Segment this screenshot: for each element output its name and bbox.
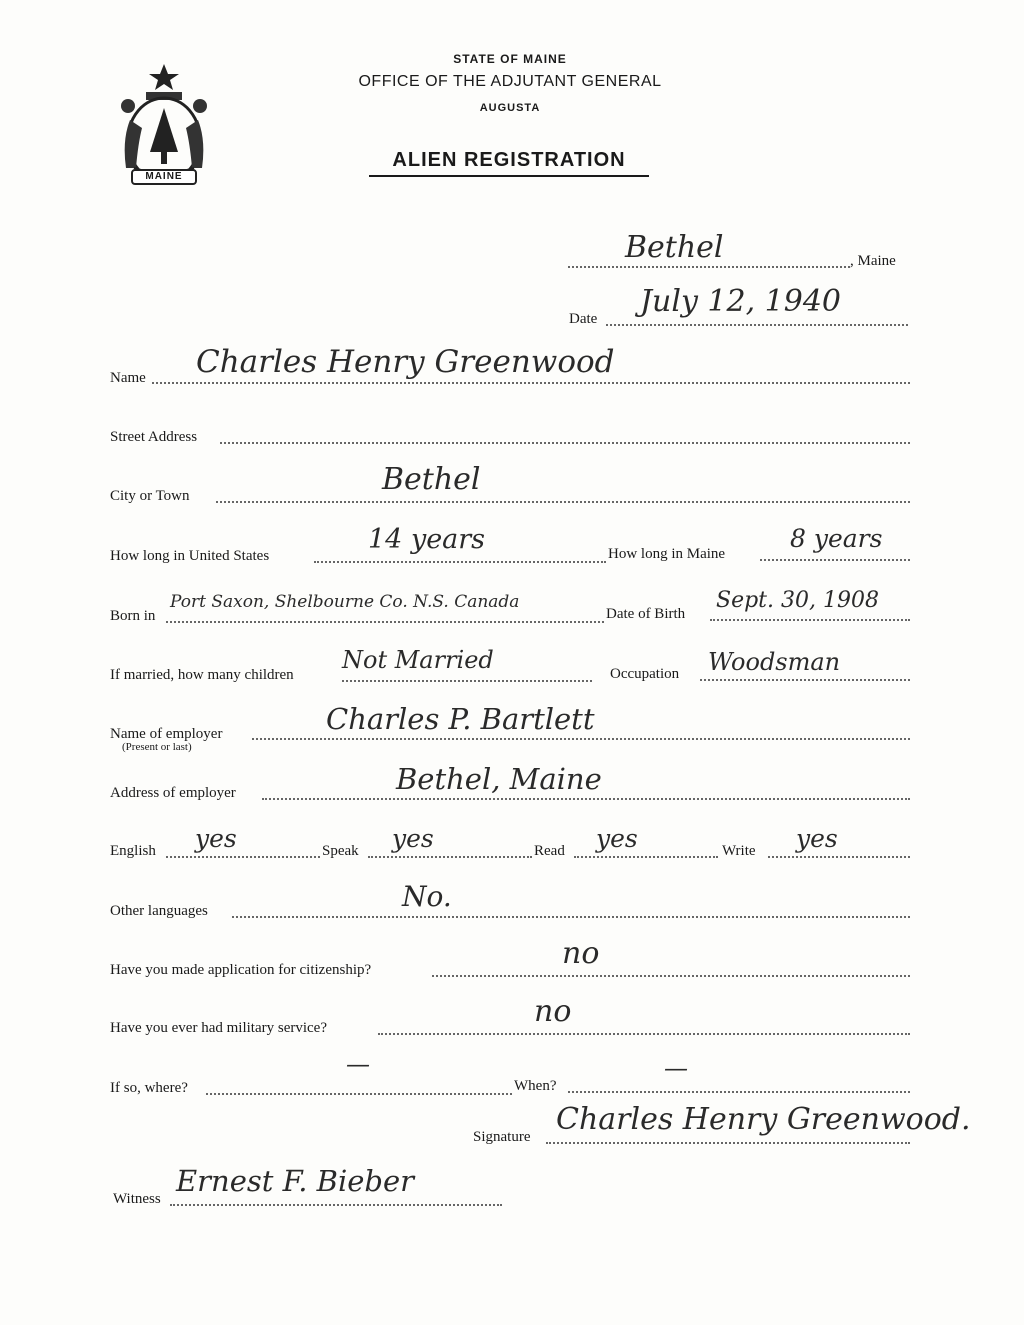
where-line	[206, 1093, 512, 1095]
years-us-value: 14 years	[368, 524, 486, 555]
write-label: Write	[722, 843, 756, 859]
years-maine-label: How long in Maine	[608, 546, 726, 562]
military-line	[378, 1033, 910, 1035]
dob-value: Sept. 30, 1908	[716, 588, 879, 613]
read-line	[574, 856, 718, 858]
born-in-line	[166, 621, 604, 623]
english-line	[166, 856, 320, 858]
born-in-value: Port Saxon, Shelbourne Co. N.S. Canada	[170, 592, 520, 612]
write-line	[768, 856, 910, 858]
town-line	[568, 266, 850, 268]
street-label: Street Address	[110, 429, 198, 445]
employer-line	[252, 738, 910, 740]
employer-address-value: Bethel, Maine	[396, 762, 602, 796]
military-label: Have you ever had military service?	[110, 1020, 327, 1036]
employer-label: Name of employer	[110, 726, 223, 742]
speak-value: yes	[392, 824, 434, 853]
form-title: ALIEN REGISTRATION	[369, 149, 649, 177]
employer-value: Charles P. Bartlett	[326, 702, 595, 736]
date-value: July 12, 1940	[640, 284, 842, 319]
name-value: Charles Henry Greenwood	[196, 344, 615, 380]
signature-label: Signature	[473, 1129, 531, 1145]
dob-line	[710, 619, 910, 621]
employer-address-line	[262, 798, 910, 800]
street-line	[220, 442, 910, 444]
employer-address-label: Address of employer	[110, 785, 236, 801]
witness-line	[170, 1204, 502, 1206]
maine-state-seal-icon	[108, 60, 220, 190]
years-us-label: How long in United States	[110, 548, 270, 564]
dob-label: Date of Birth	[606, 606, 686, 622]
name-label: Name	[110, 370, 146, 386]
military-value: no	[534, 994, 572, 1029]
when-label: When?	[514, 1078, 557, 1094]
header-city: AUGUSTA	[479, 102, 541, 114]
other-languages-line	[232, 916, 910, 918]
citizenship-label: Have you made application for citizenship?	[110, 962, 372, 978]
where-label: If so, where?	[110, 1080, 188, 1096]
read-value: yes	[596, 824, 638, 853]
other-languages-label: Other languages	[110, 903, 208, 919]
children-line	[342, 680, 592, 682]
employer-sub-label: (Present or last)	[122, 741, 192, 753]
speak-line	[368, 856, 532, 858]
years-us-line	[314, 561, 606, 563]
other-languages-value: No.	[402, 880, 452, 913]
town-suffix-label: , Maine	[850, 253, 896, 269]
date-line	[606, 324, 908, 326]
name-line	[152, 382, 910, 384]
citizenship-value: no	[562, 936, 600, 971]
born-in-label: Born in	[110, 608, 156, 624]
signature-value: Charles Henry Greenwood.	[556, 1102, 971, 1137]
years-maine-line	[760, 559, 910, 561]
header-office: OFFICE OF THE ADJUTANT GENERAL	[358, 73, 662, 90]
speak-label: Speak	[322, 843, 359, 859]
occupation-value: Woodsman	[708, 648, 841, 676]
english-value: yes	[195, 824, 237, 853]
occupation-line	[700, 679, 910, 681]
city-value: Bethel	[382, 462, 481, 497]
read-label: Read	[534, 843, 565, 859]
when-value: —	[664, 1054, 688, 1082]
children-label: If married, how many children	[110, 667, 294, 683]
header-state: STATE OF MAINE	[453, 52, 567, 66]
when-line	[568, 1091, 910, 1093]
children-value: Not Married	[342, 646, 494, 674]
english-label: English	[110, 843, 156, 859]
town-value: Bethel	[625, 230, 724, 265]
city-label: City or Town	[110, 488, 190, 504]
citizenship-line	[432, 975, 910, 977]
seal-banner-text: MAINE	[145, 171, 183, 182]
occupation-label: Occupation	[610, 666, 680, 682]
write-value: yes	[796, 824, 838, 853]
where-value: —	[346, 1050, 370, 1078]
date-label: Date	[569, 311, 598, 327]
witness-label: Witness	[113, 1191, 161, 1207]
years-maine-value: 8 years	[790, 524, 883, 553]
city-line	[216, 501, 910, 503]
signature-line	[546, 1142, 910, 1144]
witness-value: Ernest F. Bieber	[176, 1164, 415, 1198]
